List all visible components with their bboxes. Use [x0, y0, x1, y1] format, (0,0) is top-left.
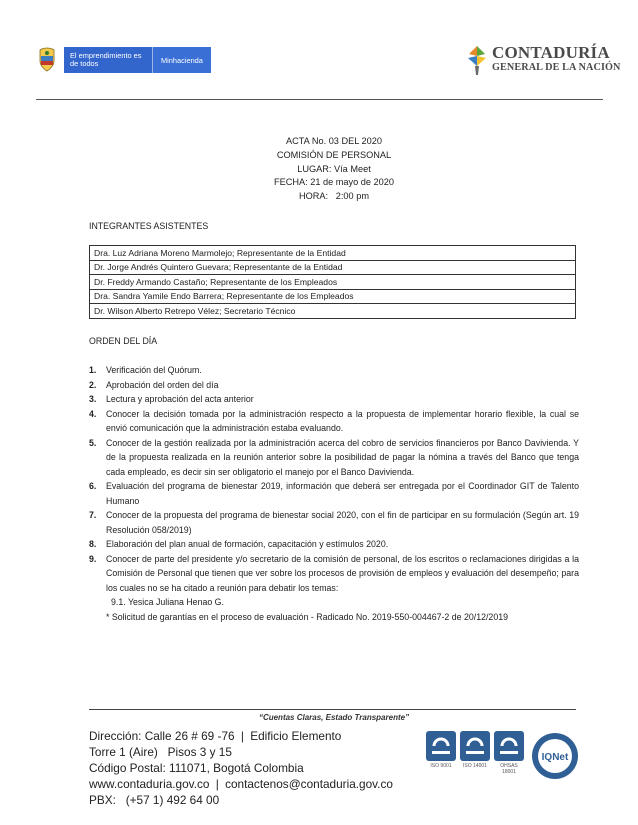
- agenda-heading: ORDEN DEL DÍA: [89, 336, 158, 346]
- item-text: Elaboración del plan anual de formación, capacitación y estímulos 2020.: [106, 539, 389, 549]
- phone-line: PBX: (+57 1) 492 64 00: [89, 793, 220, 807]
- item-text: Conocer de la gestión realizada por la administración acerca del cobro de servicios financieros por Banco Davivienda. Y de la propuesta realizada en la reunión anterior sobre la posibilidad de pagar la nómina a través del Banco que tenga cada empleado, es decir sin ser obligatorio el manejo por el Banco Davivienda.: [106, 437, 579, 477]
- government-band: [64, 47, 211, 73]
- list-item: [89, 378, 579, 393]
- member-cell: Dr. Jorge Andrés Quintero Guevara; Representante de la Entidad: [90, 260, 576, 275]
- motto-text: “Cuentas Claras, Estado Transparente”: [258, 713, 410, 722]
- item-text: Conocer la decisión tomada por la administración respecto a la propuesta de implementar horario flexible, la cual se envió comunicación que la administración estaba evaluando.: [106, 408, 579, 433]
- item-text: Conocer de parte del presidente y/o secretario de la comisión de personal, de los escritos o reclamaciones dirigidas a la Comisión de Personal que tienen que ver sobre los procesos de provisión de empleos y evaluación del desempeño; para los cuales no se ha citado a reunión para debatir los temas:: [106, 553, 579, 593]
- certifications: [426, 731, 580, 781]
- certification-label: ISO 14001: [463, 763, 487, 769]
- iqnet-seal-icon: [530, 731, 580, 781]
- address: Dirección: Calle 26 # 69 -76: [89, 729, 235, 743]
- list-item: [89, 537, 579, 552]
- list-item: [89, 479, 579, 508]
- separator: |: [240, 729, 244, 743]
- postal-line: Código Postal: 111071, Bogotá Colombia: [89, 761, 304, 775]
- item-number: 2.: [89, 379, 97, 390]
- building: Edificio Elemento: [250, 729, 342, 743]
- item-number: 3.: [89, 394, 97, 404]
- table-row: [90, 304, 576, 319]
- acta-date: FECHA: 21 de mayo de 2020: [273, 177, 395, 188]
- members-table: [89, 245, 576, 319]
- email-link[interactable]: contactenos@contaduria.gov.co: [225, 777, 393, 791]
- agenda-list: [89, 363, 579, 624]
- table-row: [90, 260, 576, 275]
- contaduria-logo: [465, 44, 621, 76]
- footer-divider: [89, 709, 576, 710]
- agenda-note: * Solicitud de garantías en el proceso de evaluación - Radicado No. 2019-550-004467-2 de 20/12/2019: [106, 611, 509, 622]
- table-row: [90, 246, 576, 261]
- entity-name: CONTADURÍA: [492, 43, 610, 62]
- entity-subtitle: GENERAL DE LA NACIÓN: [492, 62, 621, 73]
- ministry-label: Minhacienda: [152, 47, 211, 73]
- list-item: [89, 392, 579, 407]
- item-text: Lectura y aprobación del acta anterior: [106, 394, 254, 404]
- member-cell: Dra. Luz Adriana Moreno Marmolejo; Representante de la Entidad: [90, 246, 576, 261]
- acta-committee: COMISIÓN DE PERSONAL: [276, 149, 392, 160]
- item-number: 5.: [89, 437, 97, 448]
- item-number: 9.: [89, 553, 97, 564]
- acta-title-block: [0, 135, 638, 204]
- item-number: 6.: [89, 481, 97, 491]
- item-text: Verificación del Quórum.: [106, 365, 202, 375]
- item-number: 1.: [89, 365, 97, 375]
- item-text: Aprobación del orden del día: [106, 379, 219, 390]
- member-cell: Dr. Freddy Armando Castaño; Representante de los Empleados: [90, 275, 576, 290]
- acta-time: HORA: 2:00 pm: [299, 191, 369, 202]
- certification-label: ISO 9001: [430, 763, 452, 769]
- coat-of-arms-icon: [36, 47, 58, 73]
- list-item: [89, 363, 579, 378]
- item-number: 8.: [89, 539, 97, 549]
- header-divider: [36, 99, 603, 100]
- list-item: [89, 436, 579, 480]
- website-link[interactable]: www.contaduria.gov.co: [89, 777, 210, 791]
- separator: |: [215, 777, 219, 791]
- member-cell: Dr. Wilson Alberto Retrepo Vélez; Secretario Técnico: [90, 304, 576, 319]
- certification-icon: [460, 731, 490, 761]
- government-slogan: El emprendimiento es de todos: [70, 51, 142, 68]
- table-row: [90, 275, 576, 290]
- list-item: [89, 552, 579, 596]
- list-item: [89, 508, 579, 537]
- iqnet-label: IQNet: [541, 752, 569, 763]
- item-number: 4.: [89, 408, 97, 419]
- government-logo: [36, 47, 211, 73]
- item-number: 7.: [89, 510, 97, 520]
- contaduria-emblem-icon: [465, 44, 489, 76]
- web-line: [89, 776, 393, 792]
- certification-icon: [494, 731, 524, 761]
- table-row: [90, 289, 576, 304]
- agenda-subitem: 9.1. Yesica Juliana Henao G.: [111, 597, 224, 607]
- contact-block: [89, 728, 393, 808]
- certification-badge: [494, 731, 524, 775]
- list-item: [89, 407, 579, 436]
- members-heading: INTEGRANTES ASISTENTES: [89, 221, 209, 231]
- acta-number: ACTA No. 03 DEL 2020: [285, 136, 382, 146]
- address-line: [89, 728, 393, 744]
- certification-label: OHSAS 18001: [500, 763, 518, 775]
- certification-icon: [426, 731, 456, 761]
- tower-line: Torre 1 (Aire) Pisos 3 y 15: [89, 745, 232, 759]
- motto: [0, 713, 638, 722]
- item-text: Evaluación del programa de bienestar 2019, información que deberá ser entregada por el Coordinador GIT de Talento Humano: [106, 481, 579, 506]
- member-cell: Dra. Sandra Yamile Endo Barrera; Representante de los Empleados: [90, 289, 576, 304]
- item-text: Conocer de la propuesta del programa de bienestar social 2020, con el fin de participar en su formulación (Según art. 19 Resolución 058/2019): [106, 510, 579, 535]
- certification-badge: [426, 731, 456, 769]
- certification-badge: [460, 731, 490, 769]
- acta-place: LUGAR: Vía Meet: [297, 163, 371, 174]
